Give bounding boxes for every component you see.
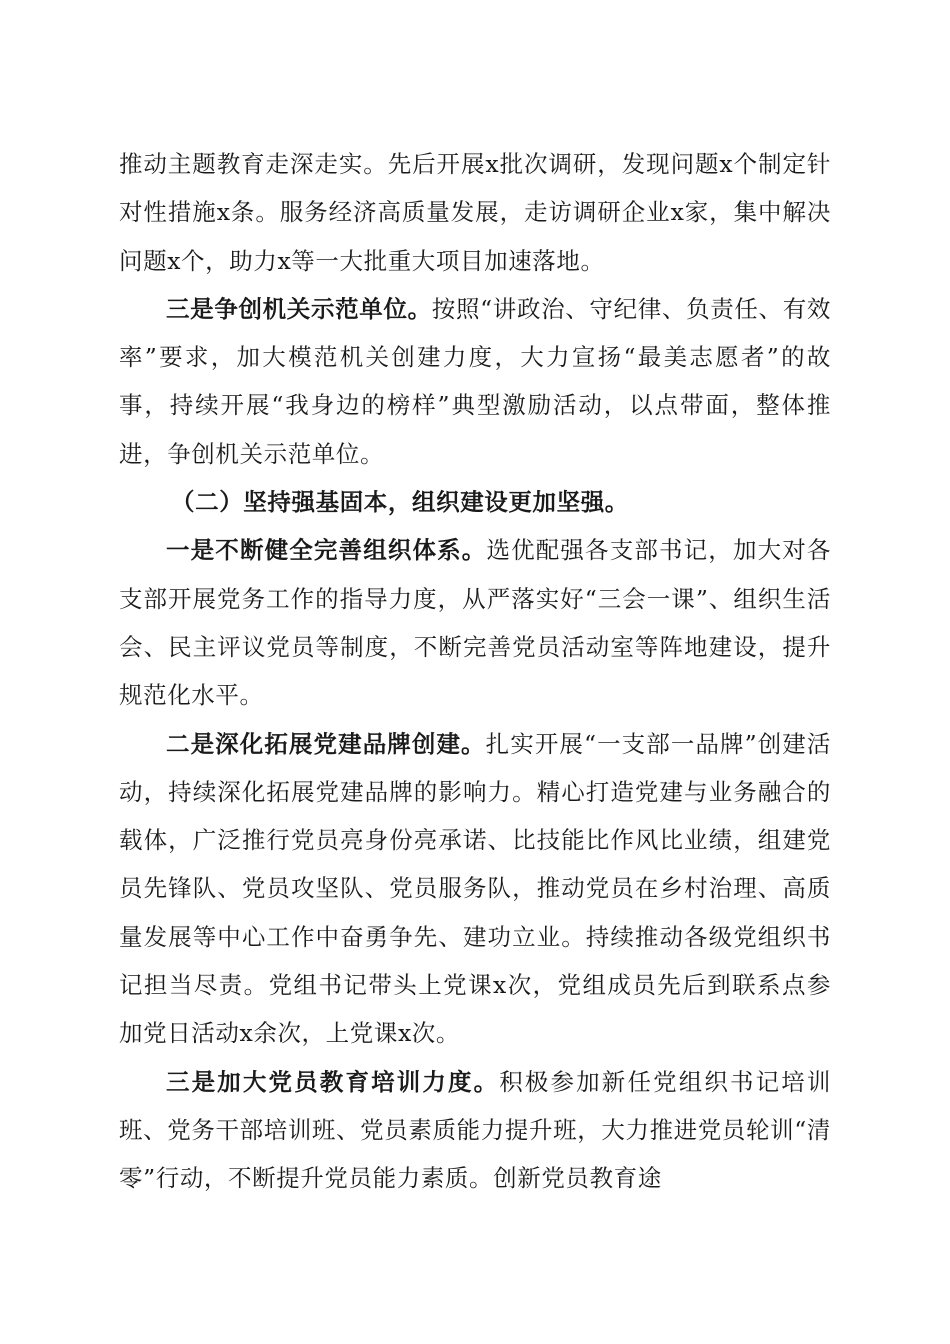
paragraph-body: 选优配强各支部书记，加大对各支部开展党务工作的指导力度，从严落实好“三会一课”、组织生活会、民主评议党员等制度，不断完善党员活动室等阵地建设，提升规范化水平。	[119, 536, 831, 710]
paragraph-lead: 三是争创机关示范单位。	[166, 294, 432, 323]
paragraph-continuation	[119, 140, 831, 285]
section-heading-text: （二）坚持强基固本，组织建设更加坚强。	[171, 488, 629, 517]
paragraph-body: 按照“讲政治、守纪律、负责任、有效率”要求，加大模范机关创建力度，大力宣扬“最美志愿者”的故事，持续开展“我身边的榜样”典型激励活动，以点带面，整体推进，争创机关示范单位。	[119, 294, 831, 468]
section-heading	[119, 478, 831, 526]
paragraph-model-unit	[119, 285, 831, 478]
paragraph-body: 扎实开展“一支部一品牌”创建活动，持续深化拓展党建品牌的影响力。精心打造党建与业务融合的载体，广泛推行党员亮身份亮承诺、比技能比作风比业绩，组建党员先锋队、党员攻坚队、党员服务队，推动党员在乡村治理、高质量发展等中心工作中奋勇争先、建功立业。持续推动各级党组织书记担当尽责。党组书记带头上党课x次，党组成员先后到联系点参加党日活动x余次，上党课x次。	[119, 729, 831, 1048]
paragraph-lead: 二是深化拓展党建品牌创建。	[166, 729, 486, 758]
paragraph-member-training	[119, 1058, 831, 1203]
paragraph-body: 积极参加新任党组织书记培训班、党务干部培训班、党员素质能力提升班，大力推进党员轮训“清零”行动，不断提升党员能力素质。创新党员教育途	[119, 1067, 831, 1193]
paragraph-organization-system	[119, 526, 831, 719]
paragraph-party-brand	[119, 720, 831, 1058]
paragraph-lead: 一是不断健全完善组织体系。	[166, 536, 487, 565]
paragraph-body: 推动主题教育走深走实。先后开展x批次调研，发现问题x个制定针对性措施x条。服务经济高质量发展，走访调研企业x家，集中解决问题x个，助力x等一大批重大项目加速落地。	[119, 150, 831, 275]
document-body	[119, 140, 831, 1203]
paragraph-lead: 三是加大党员教育培训力度。	[166, 1067, 500, 1096]
